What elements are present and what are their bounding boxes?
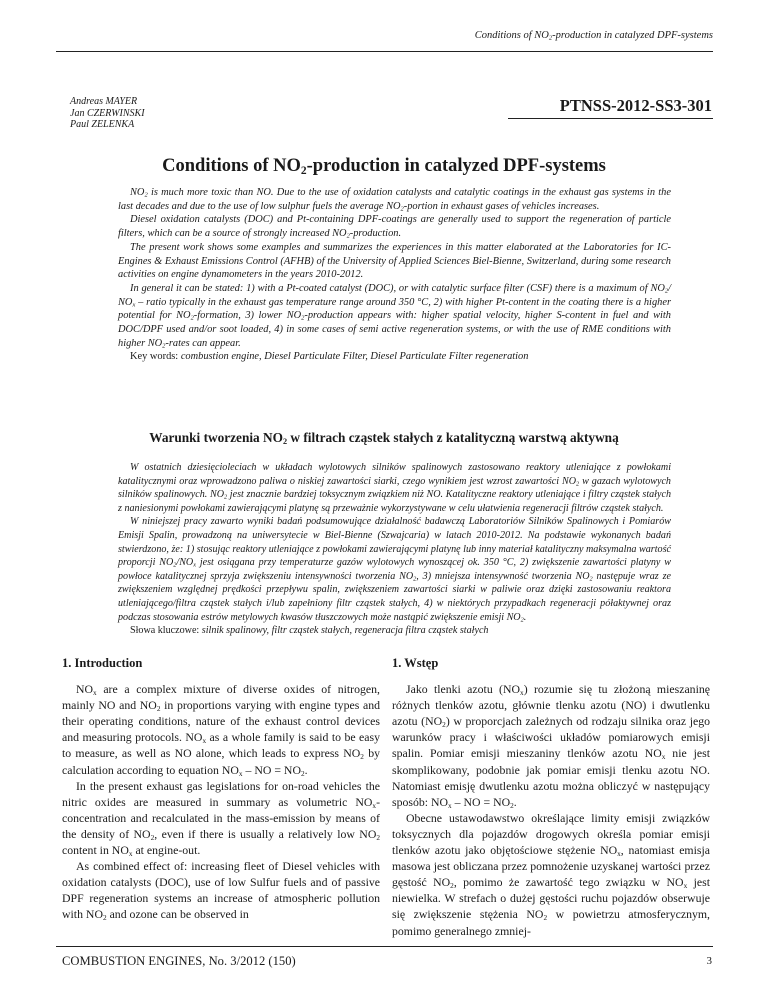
column-english (62, 655, 380, 923)
page-number: 3 (706, 955, 712, 967)
keywords-label: Key words: (130, 351, 179, 363)
abstract-paragraph: Diesel oxidation catalysts (DOC) and Pt-containing DPF-coatings are generally used to support the regeneration of particle filters, which can be a source of strongly increased $NO_2$-production. (118, 214, 671, 240)
footer-rule (56, 946, 713, 947)
body-paragraph: Obecne ustawodawstwo określające limity emisji związków toksycznych dla pojazdów drogowych określa pomiar emisji tlenków azotu jako objętościowe stężenie $NO_x$, natomiast emisja masowa jest obliczana przez pomnożenie uzyskanej wartości przez gęstość $NO_2$, pomimo że zawartość tego związku w $NO_x$ jest niewielka. W strefach o dużej gęstości ruchu pojazdów obserwuje się zwiększenie stężenia $NO_2$ w powietrzu atmosferycznym, pomimo generalnego zmniej- (392, 810, 711, 938)
abstract-paragraph: In general it can be stated: 1) with a Pt-coated catalyst (DOC), or with catalytic surface filter (CSF) there is a maximum of $NO_2/$ $NO_x$ – ratio typically in the exhaust gas temperature range around 350 °C, 2) with higher Pt-content in the coating there is a higher potential for $NO_2$-formation, 3) lower $NO_2$-production appears with: higher spatial velocity, higher S-content in fuel and with DOC/DPF used and/or soot loaded, 4) in some cases of semi active regeneration systems, or with the use of RME conditions with higher $NO_2$-rates can appear. (118, 282, 671, 350)
author-name: Jan CZERWINSKI (70, 107, 145, 119)
body-paragraph: Jako tlenki azotu $(NO_x)$ rozumie się tu złożoną mieszaninę różnych tlenków azotu, głównie tlenku azotu (NO) i dwutlenku azotu $(NO_2)$ w proporcjach zależnych od rodzaju silnika oraz jego warunków pracy i właściwości układów pomiarowych emisji spalin. Pomiar emisji mieszaniny tlenków azotu $NO_x$ nie jest skomplikowany, podobnie jak pomiar emisji tlenku azotu NO. Natomiast emisję dwutlenku azotu można obliczyć w następujący sposób: $NO_x$ – NO = $NO_2$. (392, 682, 711, 810)
keywords-value: silnik spalinowy, filtr cząstek stałych, regeneracja filtra cząstek stałych (201, 625, 489, 637)
abstract-pl (118, 461, 671, 638)
header-rule (56, 51, 713, 52)
keywords-en (118, 350, 671, 364)
body-paragraph: $NO_x$ are a complex mixture of diverse oxides of nitrogen, mainly NO and $NO_2$ in proportions varying with engine types and their operating conditions, nature of the exhaust control devices and measuring protocols. $NO_x$ as a whole family is said to be easy to measure, as well as NO alone, which leads to express $NO_2$ by calculation according to equation $NO_x$ – NO = $NO_2$. (62, 682, 381, 778)
paper-title: Conditions of $NO_2$-production in catalyzed DPF-systems (162, 156, 606, 177)
running-title: Conditions of $NO_2$-production in catalyzed DPF-systems (474, 30, 713, 42)
author-list (70, 96, 145, 131)
abstract-paragraph: The present work shows some examples and summarizes the experiences in this matter elaborated at the Laboratories for IC-Engines & Exhaust Emissions Control (AFHB) of the University of Applied Sciences Biel-Bienne, Switzerland, during some research activities on engine dynamometers in the years 2010-2012. (118, 241, 671, 281)
author-name: Andreas MAYER (70, 96, 138, 107)
keywords-pl (118, 624, 671, 638)
abstract-paragraph: W niniejszej pracy zawarto wyniki badań podsumowujące działalność badawczą Laboratoriów Silników Spalinowych i Pomiarów Emisji Spalin, prowadzoną na uniwersytecie w Biel-Bienne (Szwajcaria) w latach 2010-2012. Na podstawie wykonanych badań stwierdzono, że: 1) stosując reaktory utleniające z powłokami zawierającymi platynę lub inny materiał katalityczny maksymalna wartość proporcji $NO_2/NO_x$ jest osiągana przy temperaturze gazów wylotowych wynoszącej ok. 350 °C, 2) zwiększenie zawartości platyny w powłoce katalitycznej sprzyja zwiększeniu intensywności tworzenia $NO_2$, 3) mniejsza intensywność tworzenia $NO_2$ następuje wraz ze zwiększeniem względnej prędkości przepływu spalin, zwiększeniem zawartości siarki w paliwie oraz dzięki zastosowaniu reaktora utleniającego/filtra cząstek stałych i/lub zapełniony filtr cząstek stałych, 4) w niektórych przypadkach regeneracji półaktywnej oraz podczas stosowania estrów metylowych kwasów tłuszczowych może nastąpić zwiększenie emisji $NO_2$. (118, 516, 671, 624)
abstract-paragraph: $NO_2$ is much more toxic than NO. Due to the use of oxidation catalysts and catalytic coatings in the exhaust gas systems in the last decades and due to the use of low sulphur fuels the average $NO_2$-portion in exhaust gases of vehicles increases. (118, 187, 671, 213)
abstract-paragraph: W ostatnich dziesięcioleciach w układach wylotowych silników spalinowych zastosowano reaktory utleniające z powłokami katalitycznymi oraz wprowadzono paliwa o niskiej zawartości siarki, czego wynikiem jest wzrost zawartości $NO_2$ w gazach wylotowych silników spalinowych. $NO_2$ jest znacznie bardziej toksycznym związkiem niż NO. Katalityczne reaktory utleniające i filtry cząstek stałych z naniesionymi powłokami zawierającymi platynę są przeważnie wykorzystywane w celu ułatwienia regeneracji filtrów cząstek stałych. (118, 462, 671, 514)
section-heading: 1. Wstęp (392, 656, 439, 670)
body-paragraph: In the present exhaust gas legislations for on-road vehicles the nitric oxides are measured in summary as volumetric $NO_x$-concentration and recalculated in the mass-emission by means of the density of $NO_2$, even if there is usually a relatively low $NO_2$ content in $NO_x$ at engine-out. (62, 778, 380, 858)
section-heading: 1. Introduction (62, 656, 143, 670)
paper-id: PTNSS-2012-SS3-301 (559, 96, 712, 115)
column-polish (392, 655, 710, 939)
body-paragraph: As combined effect of: increasing fleet of Diesel vehicles with oxidation catalysts (DOC), use of low Sulfur fuels and of passive DPF regeneration systems an increase of atmospheric pollution with $NO_2$ and ozone can be observed in (62, 859, 380, 923)
paper-id-rule (508, 118, 713, 119)
keywords-label: Słowa kluczowe: (130, 625, 200, 637)
paper-title-pl: Warunki tworzenia $NO_2$ w filtrach cząstek stałych z katalityczną warstwą aktywną (149, 430, 619, 447)
abstract-en (118, 186, 671, 364)
keywords-value: combustion engine, Diesel Particulate Filter, Diesel Particulate Filter regeneration (180, 351, 529, 363)
author-name: Paul ZELENKA (70, 119, 135, 130)
journal-footer: COMBUSTION ENGINES, No. 3/2012 (150) (62, 954, 296, 968)
